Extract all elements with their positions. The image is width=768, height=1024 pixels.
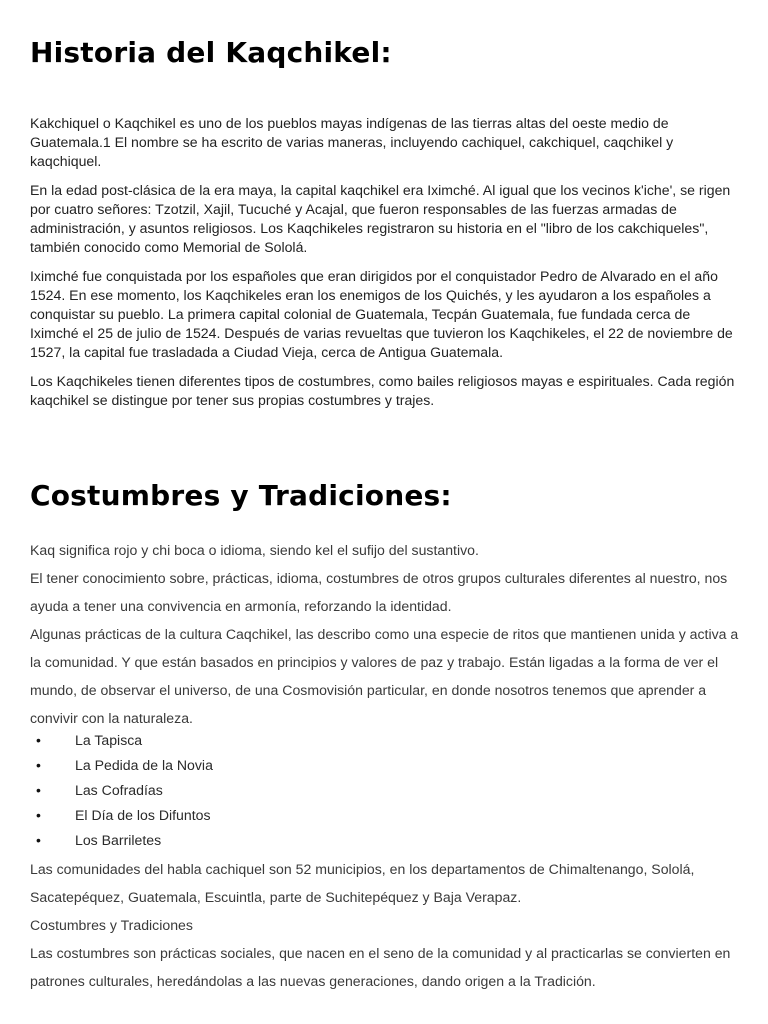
costumbres-subtitle: Costumbres y Tradiciones xyxy=(30,917,193,933)
heading-costumbres: Costumbres y Tradiciones: xyxy=(30,479,452,512)
historia-paragraph-3: Iximché fue conquistada por los españoles que eran dirigidos por el conquistador Pedro de Alvarado en el año 1524. En ese momento, los Kaqchikeles eran los enemigos de los Quichés, y les ayudaron a los españoles a conquistar su pueblo. La primera capital colonial de Guatemala, Tecpán Guatemala, fue fundada cerca de Iximché el 25 de julio de 1524. Después de varias revueltas que tuvieron los Kaqchikeles, el 22 de noviembre de 1527, la capital fue trasladada a Ciudad Vieja, cerca de Antigua Guatemala. xyxy=(30,268,733,360)
list-item xyxy=(30,828,742,853)
heading-historia: Historia del Kaqchikel: xyxy=(30,36,392,69)
bullet-icon: • xyxy=(36,782,41,798)
costumbres-paragraph-final: Las costumbres son prácticas sociales, que nacen en el seno de la comunidad y al practicarlas se convierten en patrones culturales, heredándolas a las nuevas generaciones, dando origen a la Tradición. xyxy=(30,945,731,989)
costumbres-paragraph-3: Algunas prácticas de la cultura Caqchikel, las describo como una especie de ritos que mantienen unida y activa a la comunidad. Y que están basados en principios y valores de paz y trabajo. Están ligadas a la forma de ver el mundo, de observar el universo, de una Cosmovisión particular, en donde nosotros tenemos que aprender a convivir con la naturaleza. xyxy=(30,626,739,726)
list-item-text: Las Cofradías xyxy=(75,782,163,798)
bullet-icon: • xyxy=(36,832,41,848)
list-item xyxy=(30,803,742,828)
costumbres-section xyxy=(30,536,742,995)
costumbres-paragraph-2: El tener conocimiento sobre, prácticas, idioma, costumbres de otros grupos culturales diferentes al nuestro, nos ayuda a tener una convivencia en armonía, reforzando la identidad. xyxy=(30,570,728,614)
list-item-text: La Pedida de la Novia xyxy=(75,757,213,773)
historia-section xyxy=(30,114,742,420)
historia-paragraph-4: Los Kaqchikeles tienen diferentes tipos de costumbres, como bailes religiosos mayas e espirituales. Cada región kaqchikel se distingue por tener sus propias costumbres y trajes. xyxy=(30,373,735,408)
costumbres-paragraph-municipios: Las comunidades del habla cachiquel son 52 municipios, en los departamentos de Chimaltenango, Sololá, Sacatepéquez, Guatemala, Escuintla, parte de Suchitepéquez y Baja Verapaz. xyxy=(30,861,695,905)
traditions-list xyxy=(30,728,742,853)
bullet-icon: • xyxy=(36,807,41,823)
list-item-text: La Tapisca xyxy=(75,732,143,748)
list-item-text: El Día de los Difuntos xyxy=(75,807,211,823)
list-item-text: Los Barriletes xyxy=(75,832,162,848)
after-list-block xyxy=(30,855,742,995)
historia-paragraph-2: En la edad post-clásica de la era maya, la capital kaqchikel era Iximché. Al igual que los vecinos k'iche', se rigen por cuatro señores: Tzotzil, Xajil, Tucuché y Acajal, que fueron responsables de las fuerzas armadas de administración, y asuntos religiosos. Los Kaqchikeles registraron su historia en el "libro de los cakchiqueles", también conocido como Memorial de Sololá. xyxy=(30,182,731,255)
bullet-icon: • xyxy=(36,757,41,773)
historia-paragraph-1: Kakchiquel o Kaqchikel es uno de los pueblos mayas indígenas de las tierras altas del oeste medio de Guatemala.1 El nombre se ha escrito de varias maneras, incluyendo cachiquel, cakchiquel, caqchikel y kaqchiquel. xyxy=(30,115,674,169)
bullet-icon: • xyxy=(36,732,41,748)
list-item xyxy=(30,778,742,803)
costumbres-paragraph-1: Kaq significa rojo y chi boca o idioma, siendo kel el sufijo del sustantivo. xyxy=(30,542,479,558)
list-item xyxy=(30,753,742,778)
list-item xyxy=(30,728,742,753)
